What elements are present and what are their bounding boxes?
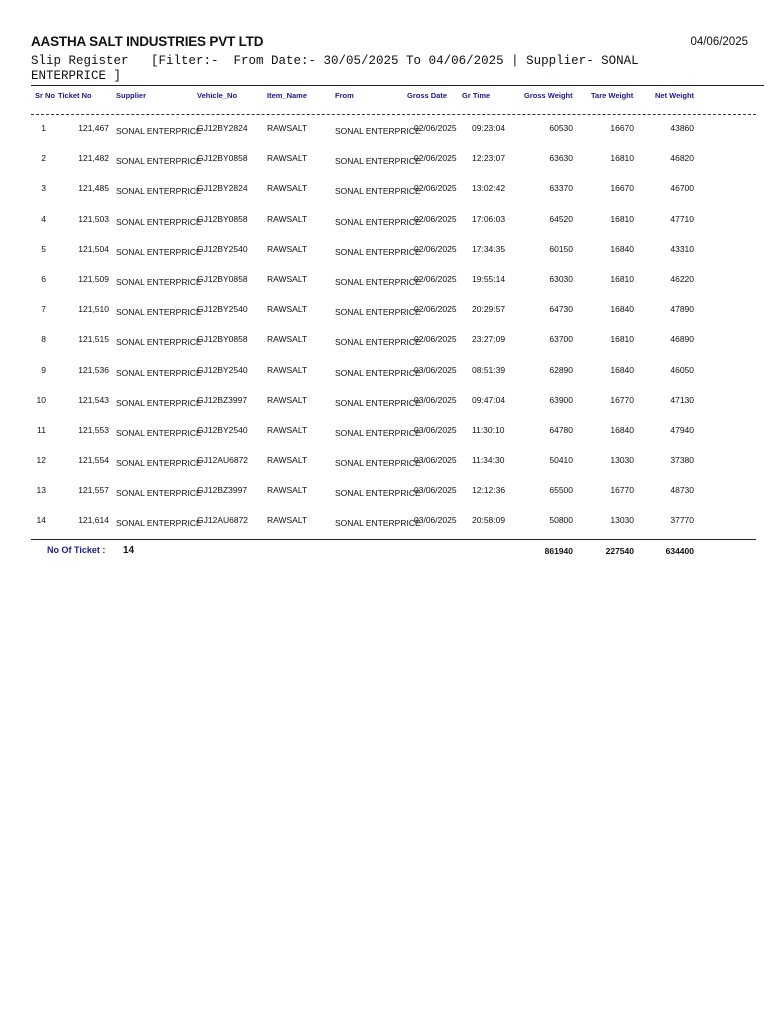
table-row	[0, 454, 768, 484]
cell-sr-no: 13	[36, 485, 46, 496]
cell-supplier: SONAL ENTERPRICE	[116, 246, 202, 257]
cell-from: SONAL ENTERPRICE	[335, 186, 421, 197]
cell-net-weight: 37770	[670, 515, 694, 526]
cell-sr-no: 7	[41, 304, 46, 315]
report-subtitle: Slip Register [Filter:- From Date:- 30/05/2025 To 04/06/2025 | Supplier- SONAL ENTERPRICE ]	[31, 54, 639, 83]
cell-gr-time: 13:02:42	[472, 183, 506, 194]
cell-gr-time: 12:12:36	[472, 485, 506, 496]
cell-ticket-no: 121,503	[78, 213, 109, 224]
table-row	[0, 484, 768, 514]
cell-item-name: RAWSALT	[267, 273, 308, 284]
cell-ticket-no: 121,536	[78, 364, 109, 375]
cell-vehicle-no: GJ12BY0858	[197, 334, 248, 345]
cell-gr-time: 11:34:30	[472, 455, 505, 466]
cell-item-name: RAWSALT	[267, 123, 308, 133]
cell-gross-weight: 60530	[549, 123, 573, 133]
cell-net-weight: 46050	[670, 364, 694, 375]
total-net-weight: 634400	[665, 546, 694, 556]
cell-gross-weight: 63700	[549, 334, 573, 345]
cell-supplier: SONAL ENTERPRICE	[116, 427, 202, 438]
cell-gr-time: 17:06:03	[472, 213, 506, 224]
cell-from: SONAL ENTERPRICE	[335, 518, 421, 529]
cell-gross-weight: 60150	[549, 243, 573, 254]
cell-item-name: RAWSALT	[267, 424, 308, 435]
cell-from: SONAL ENTERPRICE	[335, 307, 421, 318]
cell-ticket-no: 121,482	[78, 153, 109, 164]
cell-net-weight: 46220	[670, 273, 694, 284]
cell-tare-weight: 16840	[610, 243, 634, 254]
cell-gr-time: 20:29:57	[472, 304, 506, 315]
col-gross-weight: Gross Weight	[524, 91, 573, 100]
cell-supplier: SONAL ENTERPRICE	[116, 337, 202, 348]
cell-gross-weight: 64520	[549, 213, 573, 224]
cell-gross-weight: 50410	[549, 455, 573, 466]
cell-item-name: RAWSALT	[267, 515, 308, 526]
cell-supplier: SONAL ENTERPRICE	[116, 518, 202, 529]
col-gross-date: Gross Date	[407, 91, 448, 100]
cell-sr-no: 3	[41, 183, 46, 194]
cell-from: SONAL ENTERPRICE	[335, 427, 421, 438]
cell-gross-date: 02/06/2025	[414, 183, 457, 194]
table-row	[0, 514, 768, 544]
cell-net-weight: 47130	[670, 394, 694, 405]
cell-from: SONAL ENTERPRICE	[335, 397, 421, 408]
cell-ticket-no: 121,543	[78, 394, 109, 405]
cell-supplier: SONAL ENTERPRICE	[116, 307, 202, 318]
cell-ticket-no: 121,467	[78, 123, 109, 133]
cell-item-name: RAWSALT	[267, 455, 308, 466]
cell-sr-no: 8	[41, 334, 46, 345]
cell-tare-weight: 16810	[610, 334, 634, 345]
cell-gross-date: 02/06/2025	[414, 304, 457, 315]
cell-sr-no: 1	[41, 123, 46, 133]
cell-net-weight: 46890	[670, 334, 694, 345]
cell-vehicle-no: GJ12BY2540	[197, 364, 248, 375]
cell-vehicle-no: GJ12BZ3997	[197, 394, 248, 405]
cell-item-name: RAWSALT	[267, 243, 308, 254]
cell-vehicle-no: GJ12BY2824	[197, 183, 248, 194]
cell-supplier: SONAL ENTERPRICE	[116, 186, 202, 197]
cell-tare-weight: 16810	[610, 153, 634, 164]
cell-gross-date: 02/06/2025	[414, 273, 457, 284]
table-row	[0, 424, 768, 454]
cell-tare-weight: 16770	[610, 485, 634, 496]
table-row	[0, 364, 768, 394]
cell-gross-weight: 63370	[549, 183, 573, 194]
cell-gr-time: 09:47:04	[472, 394, 506, 405]
cell-item-name: RAWSALT	[267, 394, 308, 405]
cell-net-weight: 46700	[670, 183, 694, 194]
cell-ticket-no: 121,515	[78, 334, 109, 345]
cell-gross-date: 02/06/2025	[414, 153, 457, 164]
cell-vehicle-no: GJ12AU6872	[197, 455, 249, 466]
cell-vehicle-no: GJ12AU6872	[197, 515, 249, 526]
col-supplier: Supplier	[116, 91, 147, 100]
cell-gross-weight: 63900	[549, 394, 573, 405]
table-row	[0, 394, 768, 424]
col-tare-weight: Tare Weight	[591, 91, 634, 100]
cell-vehicle-no: GJ12BY2540	[197, 304, 248, 315]
cell-sr-no: 6	[41, 273, 46, 284]
cell-tare-weight: 16810	[610, 213, 634, 224]
cell-from: SONAL ENTERPRICE	[335, 156, 421, 167]
total-gross-weight: 861940	[544, 546, 573, 556]
cell-supplier: SONAL ENTERPRICE	[116, 216, 202, 227]
cell-vehicle-no: GJ12BY2540	[197, 243, 248, 254]
cell-from: SONAL ENTERPRICE	[335, 126, 421, 136]
cell-net-weight: 47890	[670, 304, 694, 315]
header-rule	[31, 85, 764, 86]
cell-sr-no: 10	[36, 394, 46, 405]
cell-gr-time: 20:58:09	[472, 515, 506, 526]
table-row	[0, 182, 768, 212]
cell-gross-weight: 63630	[549, 153, 573, 164]
cell-supplier: SONAL ENTERPRICE	[116, 276, 202, 287]
cell-vehicle-no: GJ12BY0858	[197, 153, 248, 164]
cell-gross-date: 03/06/2025	[414, 364, 457, 375]
footer-rule	[31, 539, 756, 540]
cell-gross-date: 02/06/2025	[414, 123, 457, 133]
total-tare-weight: 227540	[605, 546, 634, 556]
cell-gr-time: 12:23:07	[472, 153, 506, 164]
print-date: 04/06/2025	[690, 36, 748, 48]
cell-ticket-no: 121,553	[78, 424, 109, 435]
cell-tare-weight: 16670	[610, 123, 634, 133]
col-vehicle-no: Vehicle_No	[197, 91, 238, 100]
table-body	[0, 122, 768, 545]
cell-sr-no: 4	[41, 213, 46, 224]
cell-tare-weight: 16810	[610, 273, 634, 284]
cell-item-name: RAWSALT	[267, 213, 308, 224]
cell-vehicle-no: GJ12BY2824	[197, 123, 248, 133]
cell-ticket-no: 121,504	[78, 243, 109, 254]
cell-tare-weight: 13030	[610, 455, 634, 466]
cell-gross-date: 02/06/2025	[414, 334, 457, 345]
cell-from: SONAL ENTERPRICE	[335, 488, 421, 499]
cell-sr-no: 12	[36, 455, 46, 466]
cell-gross-date: 02/06/2025	[414, 243, 457, 254]
cell-tare-weight: 13030	[610, 515, 634, 526]
cell-gross-weight: 63030	[549, 273, 573, 284]
cell-from: SONAL ENTERPRICE	[335, 246, 421, 257]
cell-item-name: RAWSALT	[267, 153, 308, 164]
col-sr-no: Sr No	[35, 91, 56, 100]
table-row	[0, 152, 768, 182]
cell-gross-weight: 50800	[549, 515, 573, 526]
col-ticket-no: Ticket No	[58, 91, 92, 100]
cell-item-name: RAWSALT	[267, 334, 308, 345]
cell-vehicle-no: GJ12BY2540	[197, 424, 248, 435]
cell-sr-no: 2	[41, 153, 46, 164]
cell-supplier: SONAL ENTERPRICE	[116, 156, 202, 167]
cell-from: SONAL ENTERPRICE	[335, 458, 421, 469]
cell-ticket-no: 121,614	[78, 515, 109, 526]
cell-tare-weight: 16840	[610, 424, 634, 435]
table-row	[0, 243, 768, 273]
col-net-weight: Net Weight	[655, 91, 695, 100]
cell-sr-no: 5	[41, 243, 46, 254]
cell-gross-date: 03/06/2025	[414, 424, 457, 435]
cell-item-name: RAWSALT	[267, 183, 308, 194]
cell-gross-weight: 62890	[549, 364, 573, 375]
cell-gross-date: 03/06/2025	[414, 394, 457, 405]
col-gr-time: Gr Time	[462, 91, 491, 100]
cell-net-weight: 46820	[670, 153, 694, 164]
cell-gr-time: 23:27:09	[472, 334, 506, 345]
table-row	[0, 213, 768, 243]
cell-gr-time: 11:30:10	[472, 424, 505, 435]
cell-net-weight: 37380	[670, 455, 694, 466]
cell-vehicle-no: GJ12BY0858	[197, 213, 248, 224]
cell-tare-weight: 16770	[610, 394, 634, 405]
cell-gross-date: 02/06/2025	[414, 213, 457, 224]
cell-ticket-no: 121,557	[78, 485, 109, 496]
cell-gross-weight: 64780	[549, 424, 573, 435]
cell-supplier: SONAL ENTERPRICE	[116, 458, 202, 469]
cell-item-name: RAWSALT	[267, 304, 308, 315]
cell-item-name: RAWSALT	[267, 364, 308, 375]
cell-gr-time: 19:55:14	[472, 273, 506, 284]
company-name: AASTHA SALT INDUSTRIES PVT LTD	[31, 34, 264, 49]
cell-gross-weight: 65500	[549, 485, 573, 496]
cell-gross-date: 03/06/2025	[414, 515, 457, 526]
cell-sr-no: 11	[37, 424, 46, 435]
table-row	[0, 333, 768, 363]
cell-supplier: SONAL ENTERPRICE	[116, 397, 202, 408]
cell-ticket-no: 121,510	[78, 304, 109, 315]
header-dashed-rule	[31, 114, 756, 115]
cell-item-name: RAWSALT	[267, 485, 308, 496]
cell-tare-weight: 16840	[610, 364, 634, 375]
cell-net-weight: 43310	[670, 243, 694, 254]
col-item-name: Item_Name	[267, 91, 308, 100]
cell-tare-weight: 16840	[610, 304, 634, 315]
cell-ticket-no: 121,485	[78, 183, 109, 194]
table-row	[0, 273, 768, 303]
cell-gr-time: 08:51:39	[472, 364, 506, 375]
cell-net-weight: 43860	[670, 123, 694, 133]
table-row	[0, 122, 768, 152]
cell-from: SONAL ENTERPRICE	[335, 367, 421, 378]
cell-from: SONAL ENTERPRICE	[335, 216, 421, 227]
cell-net-weight: 47710	[670, 213, 694, 224]
cell-supplier: SONAL ENTERPRICE	[116, 488, 202, 499]
cell-gross-weight: 64730	[549, 304, 573, 315]
cell-supplier: SONAL ENTERPRICE	[116, 126, 202, 136]
cell-from: SONAL ENTERPRICE	[335, 276, 421, 287]
cell-vehicle-no: GJ12BZ3997	[197, 485, 248, 496]
cell-tare-weight: 16670	[610, 183, 634, 194]
cell-net-weight: 48730	[670, 485, 694, 496]
cell-sr-no: 9	[41, 364, 46, 375]
ticket-count-value: 14	[123, 545, 135, 556]
table-row	[0, 303, 768, 333]
cell-gross-date: 03/06/2025	[414, 455, 457, 466]
cell-ticket-no: 121,509	[78, 273, 109, 284]
cell-net-weight: 47940	[670, 424, 694, 435]
cell-gross-date: 03/06/2025	[414, 485, 457, 496]
cell-sr-no: 14	[36, 515, 46, 526]
cell-vehicle-no: GJ12BY0858	[197, 273, 248, 284]
col-from: From	[335, 91, 354, 100]
cell-from: SONAL ENTERPRICE	[335, 337, 421, 348]
cell-ticket-no: 121,554	[78, 455, 109, 466]
ticket-count-label: No Of Ticket :	[47, 545, 106, 555]
cell-gr-time: 09:23:04	[472, 123, 506, 133]
cell-supplier: SONAL ENTERPRICE	[116, 367, 202, 378]
cell-gr-time: 17:34:35	[472, 243, 506, 254]
